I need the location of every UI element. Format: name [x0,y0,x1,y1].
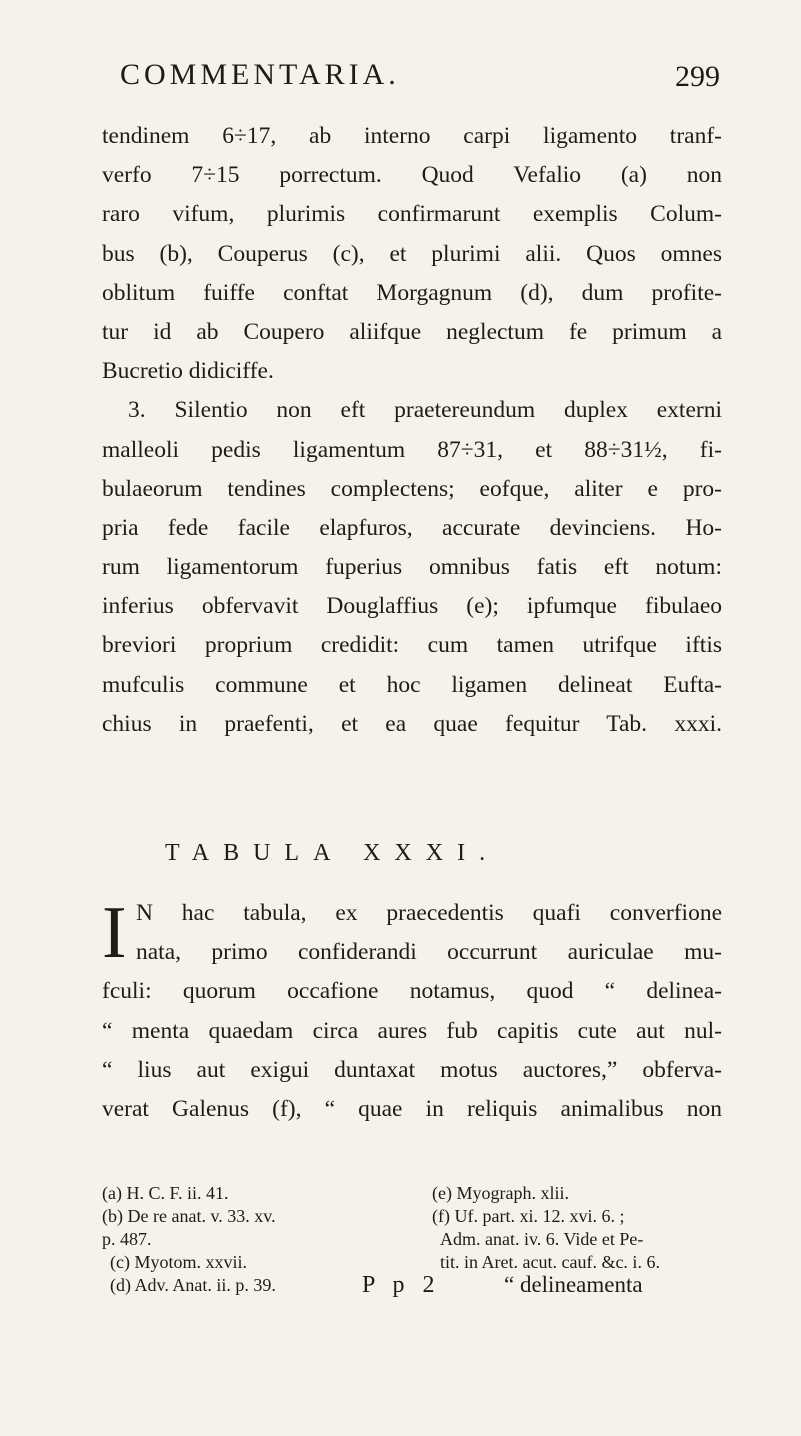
text-line: “ menta quaedam circa aures fub capitis cute aut nul- [102,1017,722,1044]
section-heading: TABULA XXXI. [165,840,500,866]
text-line: raro vifum, plurimis confirmarunt exemplis Colum- [102,201,722,228]
footnote: (a) H. C. F. ii. 41. [102,1183,229,1203]
footnote: (b) De re anat. v. 33. xv. [102,1206,276,1226]
text-line: chius in praefenti, et ea quae fequitur Tab. xxxi. [102,710,722,737]
text-line: rum ligamentorum fuperius omnibus fatis eft notum: [102,554,722,581]
body-paragraph [102,117,722,744]
text-line: inferius obfervavit Douglaffius (e); ipfumque fibulaeo [102,593,722,620]
drop-capital: I [102,892,127,974]
text-line: tur id ab Coupero aliifque neglectum fe primum a [102,318,722,345]
text-line: N hac tabula, ex praecedentis quafi converfione [136,900,722,926]
text-line: bulaeorum tendines complectens; eofque, aliter e pro- [102,475,722,502]
running-head [120,58,720,102]
text-line: verfo 7÷15 porrectum. Quod Vefalio (a) non [102,162,722,189]
catchword: “ delineamenta [504,1272,643,1297]
footnote: (d) Adv. Anat. ii. p. 39. [110,1275,276,1295]
section-paragraph [102,894,722,1129]
text-line: tendinem 6÷17, ab interno carpi ligamento tranf- [102,123,722,149]
text-line: pria fede facile elapfuros, accurate devinciens. Ho- [102,514,722,541]
text-line: bus (b), Couperus (c), et plurimi alii. Quos omnes [102,240,722,267]
text-line: verat Galenus (f), “ quae in reliquis animalibus non [102,1095,722,1122]
footnote: (e) Myograph. xlii. [432,1183,569,1203]
text-line: mufculis commune et hoc ligamen delineat Eufta- [102,671,722,698]
text-line: fculi: quorum occafione notamus, quod “ delinea- [102,978,722,1005]
page-number: 299 [675,60,720,93]
running-title: COMMENTARIA. [120,58,400,91]
footnote: tit. in Aret. acut. cauf. &c. i. 6. [440,1252,660,1272]
text-line: malleoli pedis ligamentum 87÷31, et 88÷31½, fi- [102,436,722,463]
footnote: (c) Myotom. xxvii. [110,1252,247,1272]
text-line: oblitum fuiffe conftat Morgagnum (d), dum profite- [102,279,722,306]
footnote: p. 487. [102,1229,152,1249]
printer-signature: P p 2 [362,1272,441,1298]
text-line: 3. Silentio non eft praetereundum duplex externi [128,397,722,424]
text-line: Bucretio didiciffe. [102,358,274,385]
footnote: (f) Uf. part. xi. 12. xvi. 6. ; [432,1206,625,1226]
text-line: breviori proprium credidit: cum tamen utrifque iftis [102,632,722,659]
footnotes-right-column [432,1182,722,1274]
text-line: nata, primo confiderandi occurrunt auriculae mu- [136,939,722,966]
text-line: “ lius aut exigui duntaxat motus auctores,” obferva- [102,1056,722,1083]
footnote: Adm. anat. iv. 6. Vide et Pe- [440,1229,644,1249]
